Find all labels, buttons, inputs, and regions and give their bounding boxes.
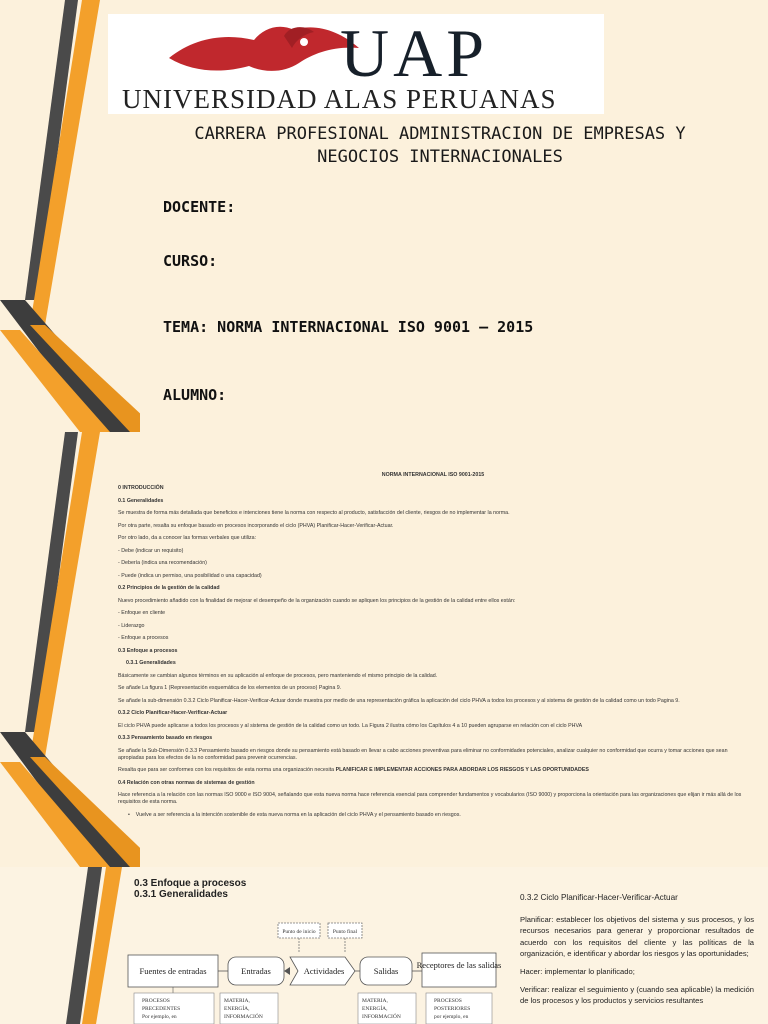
doc-line: - Liderazgo — [118, 622, 145, 629]
doc-line: - Enfoque a procesos — [118, 635, 169, 641]
phva-verificar: Verificar: realizar el seguimiento y (cuando sea aplicable) la medición de los procesos y los productos y servicios resultantes — [520, 984, 754, 1006]
doc-line: Básicamente se cambian algunos términos en su aplicación al enfoque de procesos, pero manteniendo el mismo principio de la calidad. — [118, 672, 438, 679]
doc-line: Nuevo procedimiento añadido con la finalidad de mejorar el desempeño de la organización cuando se apliquen los principios de la gestión de la calidad entre ellos están: — [118, 597, 516, 604]
doc-line: 0.1 Generalidades — [118, 497, 164, 504]
diagram-end-point: Punto final — [332, 929, 358, 935]
document-body — [118, 472, 748, 824]
phva-planificar: Planificar: establecer los objetivos del sistema y sus procesos, y los recursos necesarios para generar y proporcionar resultados de acuerdo con los requisitos del cliente y las políticas de la organización, e identificar y abordar los riesgos y las oportunidades; — [520, 914, 754, 959]
doc-line: - Enfoque en cliente — [118, 610, 166, 616]
diagram-actividades: Actividades — [303, 966, 345, 976]
doc-line: Se añade la sub-dimensión 0.3.2 Ciclo Planificar-Hacer-Verificar-Actuar donde muestra por medio de una representación gráfica la aplicación del ciclo PHVA a todos los procesos y al sistema de gestión de la calidad como un todo Pagina 9. — [118, 697, 680, 704]
doc-line: - Puede (indica un permiso, una posibilidad o una capacidad) — [118, 572, 262, 579]
tema-label: TEMA: NORMA INTERNACIONAL ISO 9001 – 2015 — [163, 318, 534, 336]
docente-label: DOCENTE: — [163, 198, 236, 216]
diagram-sub4-line1: PROCESOS — [434, 998, 462, 1004]
diagram-sub2-line3: INFORMACIÓN — [224, 1014, 263, 1020]
doc-line: 0.3.2 Ciclo Planificar-Hacer-Verificar-Actuar — [118, 710, 228, 716]
phva-text — [520, 892, 754, 1013]
diagram-receptores: Receptores de las salidas — [416, 960, 502, 970]
document-title: NORMA INTERNACIONAL ISO 9001-2015 — [381, 472, 485, 478]
carrera-line-2: NEGOCIOS INTERNACIONALES — [317, 147, 563, 167]
doc-bullet-text: Vuelve a ser referencia a la intención sostenible de esta nueva norma en la aplicación del ciclo PHVA y el pensamiento basado en riesgos. — [135, 811, 461, 818]
title-slide — [0, 0, 768, 432]
doc-line: Se añade la Sub-Dimensión 0.3.3 Pensamiento basado en riesgos donde su pensamiento está basado en llevar a cabo acciones preventivas para eliminar no conformidades potenciales, analizar cualquier no conformidad que ocurra y tomar acciones que sean apropiadas para los efectos de la no conformidad para prevenir ocurrencias. — [118, 747, 728, 761]
doc-line: - Debería (indica una recomendación) — [118, 560, 207, 566]
doc-line: Por otra parte, resalta su enfoque basado en procesos incorporando el ciclo (PHVA) Planificar-Hacer-Verificar-Actuar. — [118, 522, 394, 529]
diagram-sub3-line3: INFORMACIÓN — [362, 1014, 401, 1020]
doc-line: Se añade La figura 1 (Representación esquemática de los elementos de un proceso) Pagina 9. — [118, 685, 342, 691]
doc-line: • Vuelve a ser referencia a la intención sostenible de esta nueva norma en la aplicación del ciclo PHVA y el pensamiento basado en riesgos. — [128, 811, 461, 818]
doc-line: 0.4 Relación con otras normas de sistemas de gestión — [118, 779, 255, 786]
diagram-sub3-line1: MATERIA, — [362, 998, 388, 1004]
diagram-salidas: Salidas — [373, 966, 399, 976]
curso-label: CURSO: — [163, 252, 218, 270]
doc-line-emphasis: PLANIFICAR E IMPLEMENTAR ACCIONES PARA ABORDAR LOS RIESGOS Y LAS OPORTUNIDADES — [335, 767, 589, 773]
logo-university-name: UNIVERSIDAD ALAS PERUANAS — [122, 84, 557, 114]
section-heading — [134, 878, 246, 900]
summary-slide — [0, 432, 768, 867]
doc-line: 0.3 Enfoque a procesos — [118, 647, 178, 654]
doc-line: - Debe (indicar un requisito) — [118, 547, 184, 554]
phva-title: 0.3.2 Ciclo Planificar-Hacer-Verificar-Actuar — [520, 893, 678, 902]
diagram-entradas: Entradas — [241, 966, 271, 976]
diagram-sub1-line1: PROCESOS — [142, 998, 170, 1004]
doc-line: El ciclo PHVA puede aplicarse a todos los procesos y al sistema de gestión de la calidad como un todo. La Figura 2 ilustra cómo los Capítulos 4 a 10 pueden agruparse en relación con el ciclo PHVA — [118, 722, 583, 729]
diagram-sub1-line2: PRECEDENTES — [142, 1006, 181, 1012]
diagram-sub4-line2: POSTERIORES — [434, 1006, 471, 1012]
diagram-sub2-line1: MATERIA, — [224, 998, 250, 1004]
carrera-title — [150, 123, 730, 169]
uap-logo — [108, 14, 604, 114]
phva-hacer: Hacer: implementar lo planificado; — [520, 966, 635, 976]
diagram-sub1-line3: Por ejemplo, en — [142, 1014, 177, 1020]
doc-line — [118, 767, 748, 774]
doc-line: 0.3.3 Pensamiento basado en riesgos — [118, 735, 213, 741]
process-diagram — [120, 917, 510, 1024]
diagram-fuentes: Fuentes de entradas — [139, 966, 207, 976]
doc-line: Hace referencia a la relación con las normas ISO 9000 e ISO 9004, señalando que esta nueva norma hace referencia esencial para comprender fundamentos y vocabularios (ISO 9000) y proporciona la orientación para las organizaciones que elijan ir más allá de los requisitos de esta norma. — [118, 792, 742, 805]
diagram-sub2-line2: ENERGÍA, — [224, 1006, 250, 1012]
diagram-start-point: Punto de inicio — [282, 929, 316, 935]
diagram-sub3-line2: ENERGÍA, — [362, 1006, 388, 1012]
heading-enfoque: 0.3 Enfoque a procesos — [134, 878, 247, 889]
logo-acronym: UAP — [340, 15, 489, 91]
alumno-label: ALUMNO: — [163, 386, 227, 404]
doc-line: 0.2 Principios de la gestión de la calidad — [118, 585, 220, 591]
decorative-stripes — [0, 867, 140, 1024]
doc-line: Por otro lado, da a conocer las formas verbales que utiliza: — [118, 535, 257, 541]
heading-generalidades: 0.3.1 Generalidades — [134, 889, 228, 900]
doc-line: Se muestra de forma más detallada que beneficios e intenciones tiene la norma con respecto al producto, satisfacción del cliente, riesgos de no implementar la norma. — [118, 510, 510, 516]
process-slide — [0, 867, 768, 1024]
doc-line-text: Resalta que para ser conformes con los requisitos de esta norma una organización necesita — [118, 767, 336, 773]
diagram-sub4-line3: por ejemplo, en — [434, 1014, 469, 1020]
carrera-line-1: CARRERA PROFESIONAL ADMINISTRACION DE EMPRESAS Y — [194, 124, 686, 144]
doc-line: 0.3.1 Generalidades — [126, 660, 176, 666]
doc-line: 0 INTRODUCCIÓN — [118, 485, 164, 491]
eagle-emblem — [164, 18, 364, 86]
